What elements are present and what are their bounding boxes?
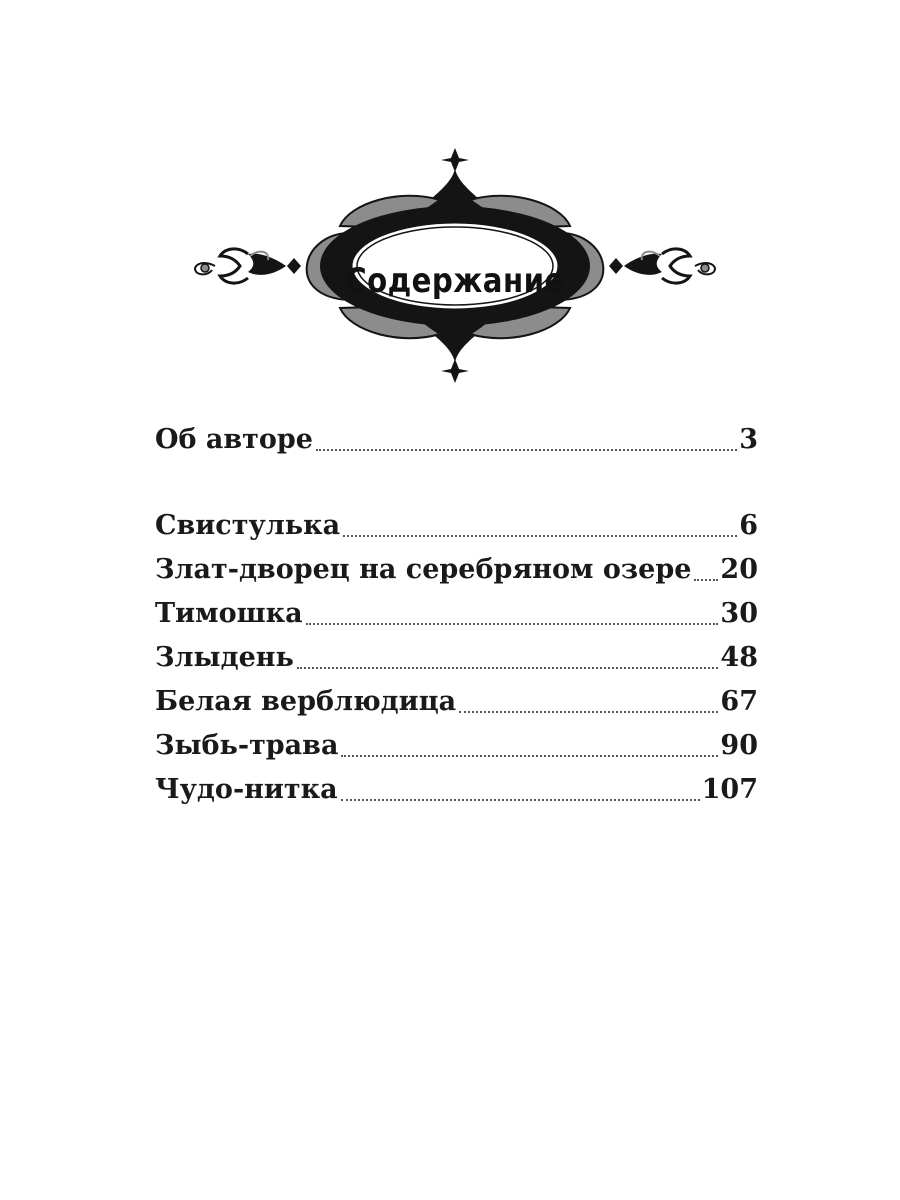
toc-entry (155, 770, 758, 810)
dot-leader (306, 622, 719, 625)
page-title: Содержание (345, 261, 565, 301)
dot-leader (316, 448, 737, 451)
toc-entry-title: Злат-дворец на серебряном озере (155, 554, 692, 585)
dot-leader (297, 666, 719, 669)
toc-entry-page: 30 (720, 598, 758, 629)
toc-entry-title: Зыбь-трава (155, 730, 339, 761)
toc-entry-title: Злыдень (155, 642, 294, 673)
toc-entry-title: Об авторе (155, 424, 313, 455)
toc-entry-page: 20 (720, 554, 758, 585)
toc-entry-title: Белая верблюдица (155, 686, 457, 717)
dot-leader (694, 578, 718, 581)
toc-entry (155, 594, 758, 634)
toc-entry-page: 48 (720, 642, 758, 673)
dot-leader (343, 534, 737, 537)
toc-entry (155, 682, 758, 722)
dot-leader (341, 754, 718, 757)
dot-leader (341, 798, 700, 801)
toc-entry (155, 638, 758, 678)
toc-entry-page: 6 (739, 510, 758, 541)
dot-leader (459, 710, 718, 713)
toc-entry (155, 726, 758, 766)
toc-entry-page: 90 (720, 730, 758, 761)
toc-entry (155, 420, 758, 460)
toc-entry-title: Тимошка (155, 598, 303, 629)
toc-entry-page: 107 (701, 774, 758, 805)
toc-entry-page: 67 (720, 686, 758, 717)
toc-entry (155, 550, 758, 590)
toc-entry (155, 506, 758, 546)
toc-entry-title: Чудо-нитка (155, 774, 338, 805)
toc-entry-title: Свистулька (155, 510, 341, 541)
title-ornament (190, 148, 720, 383)
toc-entry-page: 3 (739, 424, 758, 455)
